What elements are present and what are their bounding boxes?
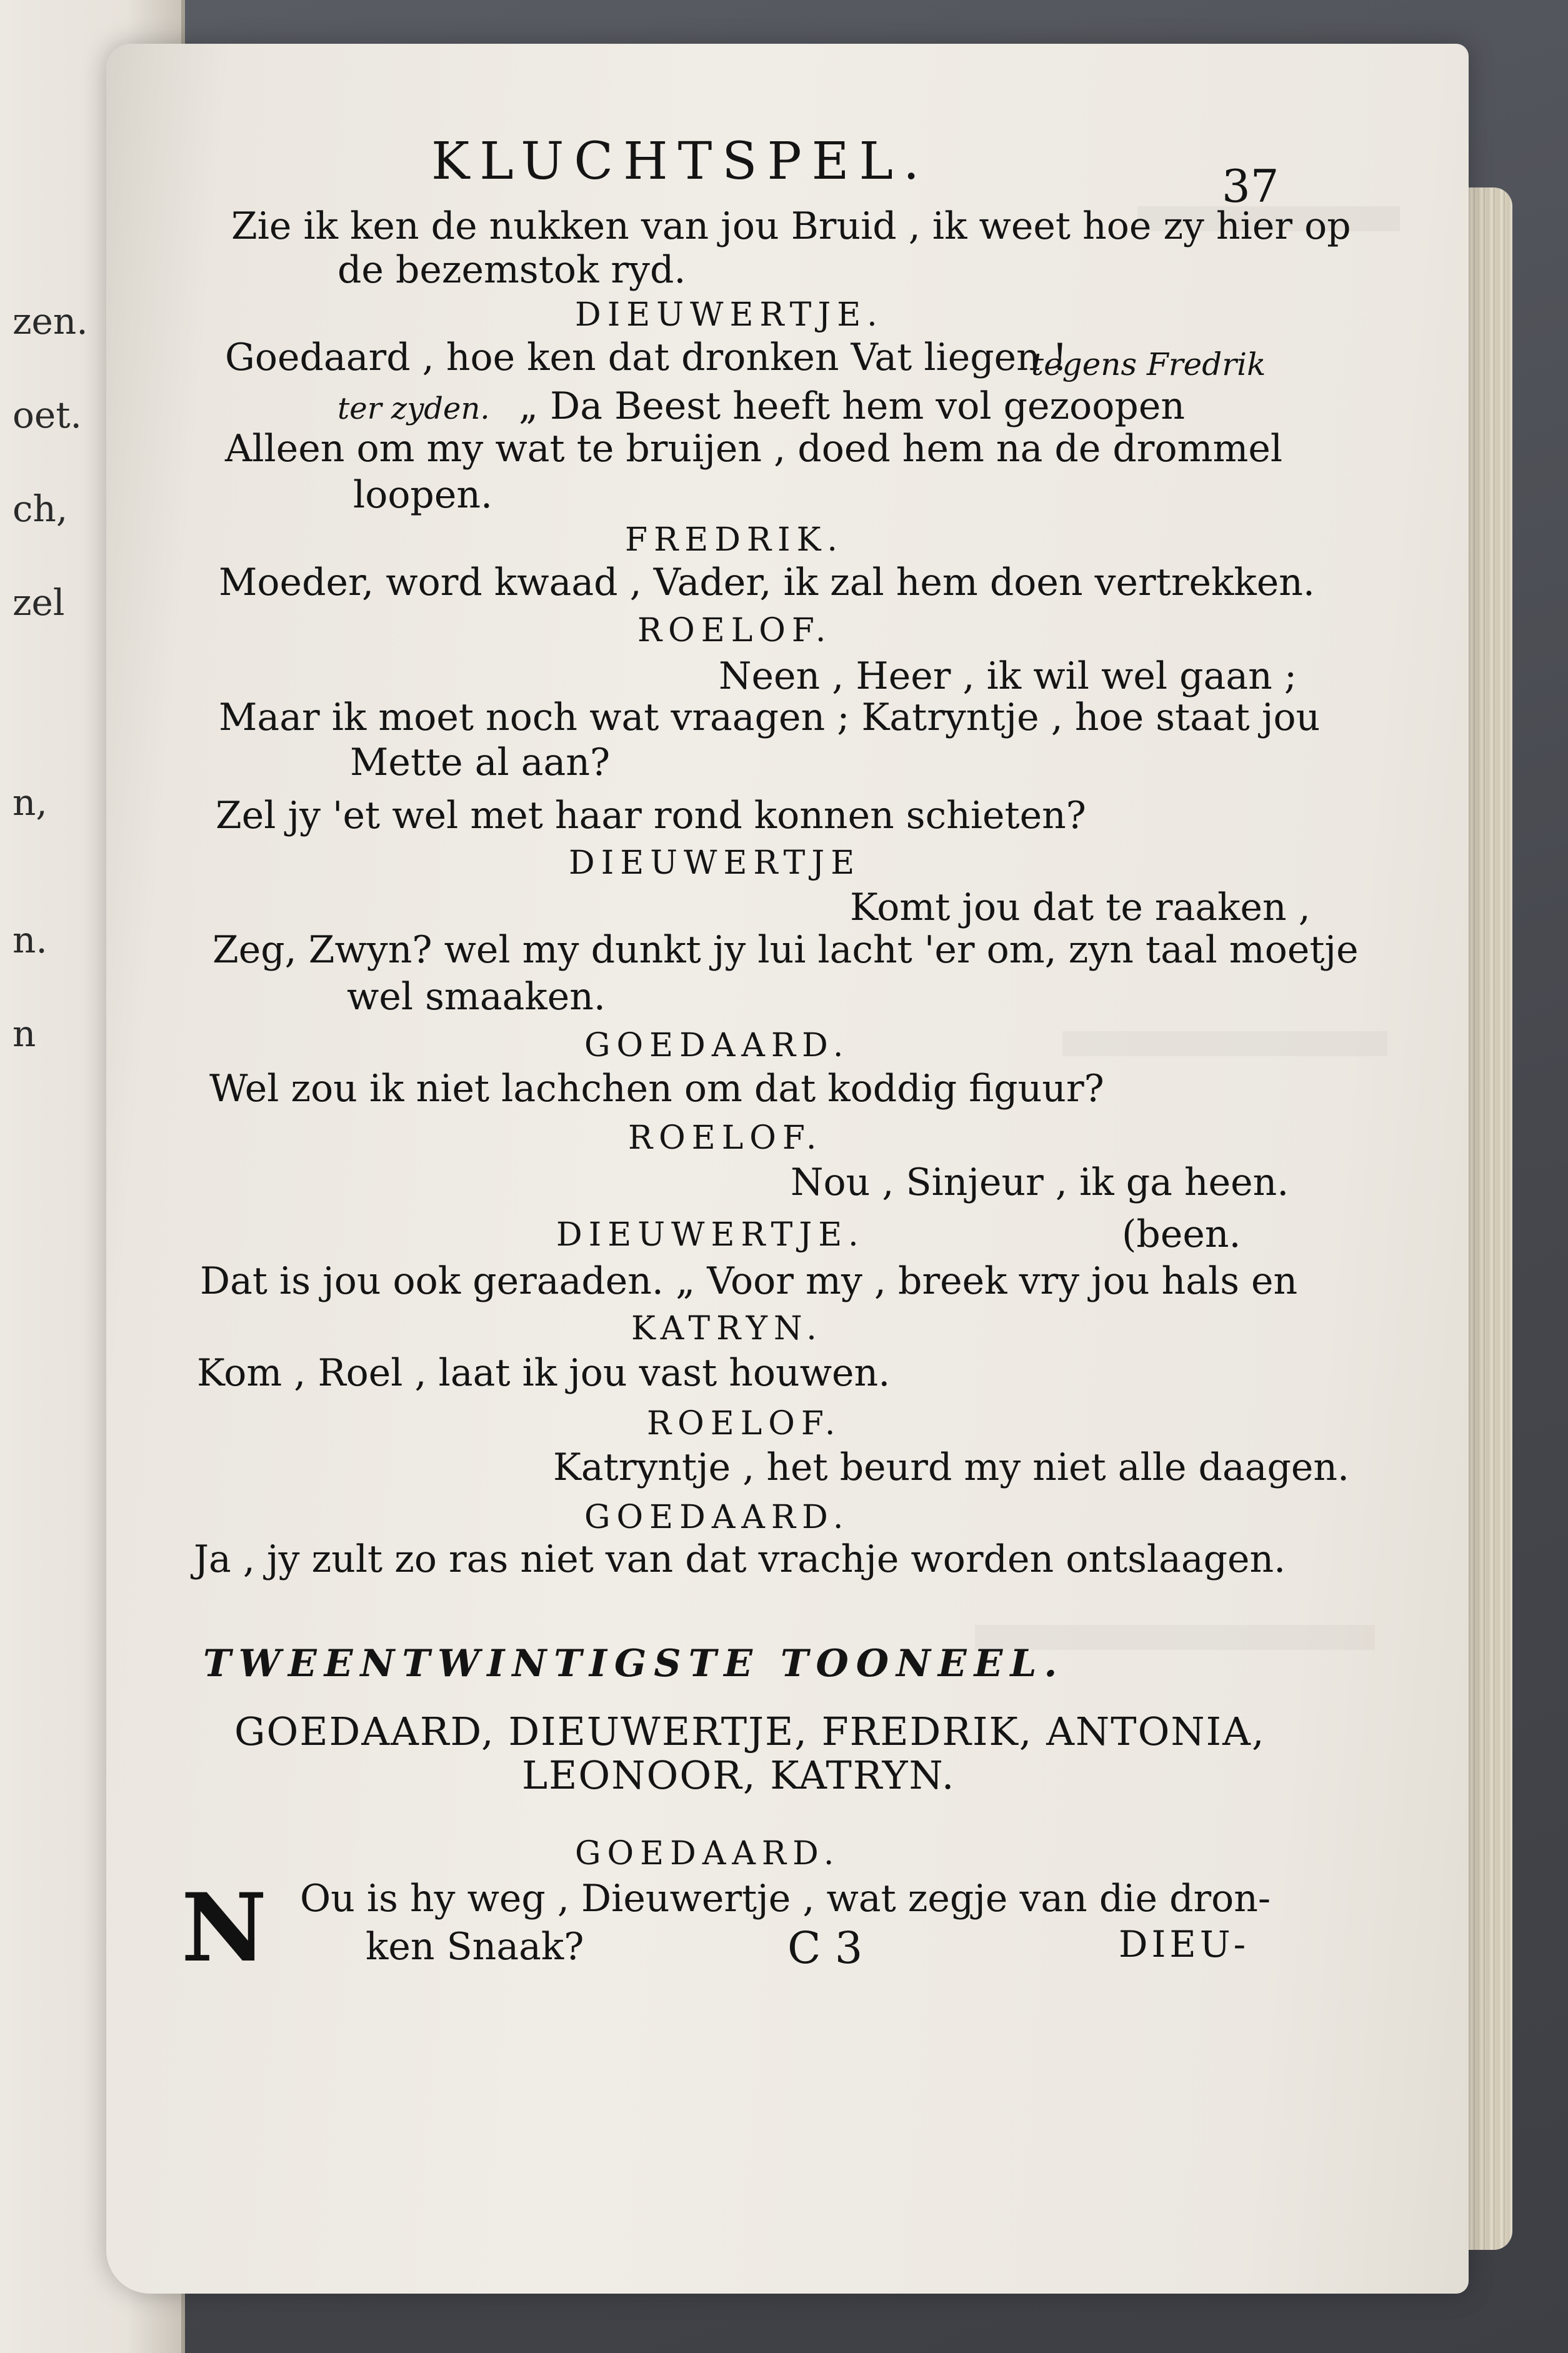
speaker-name: DIEUWERTJE. bbox=[575, 296, 884, 334]
text-line: loopen. bbox=[353, 473, 493, 517]
cast-list: GOEDAARD, DIEUWERTJE, FREDRIK, ANTONIA, bbox=[234, 1709, 1266, 1754]
text-line: Alleen om my wat te bruijen , doed hem na de drommel bbox=[225, 427, 1283, 471]
speaker-name: FREDRIK. bbox=[625, 521, 844, 559]
text-line: (been. bbox=[1122, 1212, 1241, 1256]
text-line: Moeder, word kwaad , Vader, ik zal hem doen vertrekken. bbox=[219, 561, 1315, 604]
left-page-fragment: oet. bbox=[12, 394, 82, 436]
text-line: Ou is hy weg , Dieuwertje , wat zegje van die dron- bbox=[300, 1877, 1271, 1921]
stage-direction: tegens Fredrik bbox=[1031, 346, 1266, 382]
running-head: KLUCHTSPEL. bbox=[431, 132, 930, 191]
text-line: Zel jy 'et wel met haar rond konnen schieten? bbox=[216, 794, 1086, 837]
speaker-name: ROELOF. bbox=[637, 612, 832, 649]
text-line: Komt jou dat te raaken , bbox=[850, 886, 1311, 929]
left-page-fragment: ch, bbox=[12, 487, 68, 530]
show-through-texture bbox=[1062, 1031, 1387, 1056]
scene-heading: TWEENTWINTIGSTE TOONEEL. bbox=[203, 1642, 1065, 1686]
text-line: Neen , Heer , ik wil wel gaan ; bbox=[719, 654, 1297, 698]
speaker-name: GOEDAARD. bbox=[584, 1499, 850, 1536]
speaker-name: ROELOF. bbox=[628, 1119, 823, 1157]
speaker-name: GOEDAARD. bbox=[575, 1835, 841, 1872]
text-line: Dat is jou ook geraaden. „ Voor my , breek vry jou hals en bbox=[200, 1259, 1298, 1303]
text-line: „ Da Beest heeft hem vol gezoopen bbox=[519, 384, 1185, 428]
text-line: Ja , jy zult zo ras niet van dat vrachje worden ontslaagen. bbox=[194, 1537, 1286, 1581]
left-page-fragment: n bbox=[12, 1012, 36, 1055]
speaker-name: KATRYN. bbox=[631, 1310, 823, 1347]
text-line: ken Snaak? bbox=[366, 1925, 584, 1969]
text-line: Maar ik moet noch wat vraagen ; Katryntje , hoe staat jou bbox=[219, 696, 1321, 739]
text-line: Kom , Roel , laat ik jou vast houwen. bbox=[197, 1351, 891, 1395]
left-page-fragment: zel bbox=[12, 581, 65, 624]
text-line: de bezemstok ryd. bbox=[337, 248, 686, 292]
text-line: Goedaard , hoe ken dat dronken Vat liegen ! bbox=[225, 336, 1067, 379]
left-page-fragment: n. bbox=[12, 919, 47, 961]
stage-direction: ter zyden. bbox=[337, 391, 490, 426]
text-line: Zeg, Zwyn? wel my dunkt jy lui lacht 'er om, zyn taal moetje bbox=[212, 928, 1359, 972]
signature-mark: C 3 bbox=[787, 1922, 863, 1974]
speaker-name: ROELOF. bbox=[647, 1405, 842, 1442]
left-page-fragment: zen. bbox=[12, 300, 88, 342]
text-line: Mette al aan? bbox=[350, 741, 611, 784]
cast-list: LEONOOR, KATRYN. bbox=[522, 1752, 956, 1798]
catchword: DIEU- bbox=[1119, 1923, 1250, 1966]
left-page-fragment: n, bbox=[12, 781, 47, 824]
speaker-name: GOEDAARD. bbox=[584, 1027, 850, 1064]
drop-cap: N bbox=[181, 1873, 267, 1983]
speaker-name: DIEUWERTJE. bbox=[556, 1216, 865, 1254]
text-line: wel smaaken. bbox=[347, 975, 606, 1019]
text-line: Wel zou ik niet lachchen om dat koddig figuur? bbox=[209, 1067, 1104, 1111]
text-line: Nou , Sinjeur , ik ga heen. bbox=[791, 1161, 1289, 1204]
text-line: Katryntje , het beurd my niet alle daagen. bbox=[553, 1446, 1350, 1489]
text-line: Zie ik ken de nukken van jou Bruid , ik weet hoe zy hier op bbox=[231, 204, 1351, 248]
speaker-name: DIEUWERTJE bbox=[569, 844, 861, 882]
page-number: 37 bbox=[1222, 160, 1279, 212]
